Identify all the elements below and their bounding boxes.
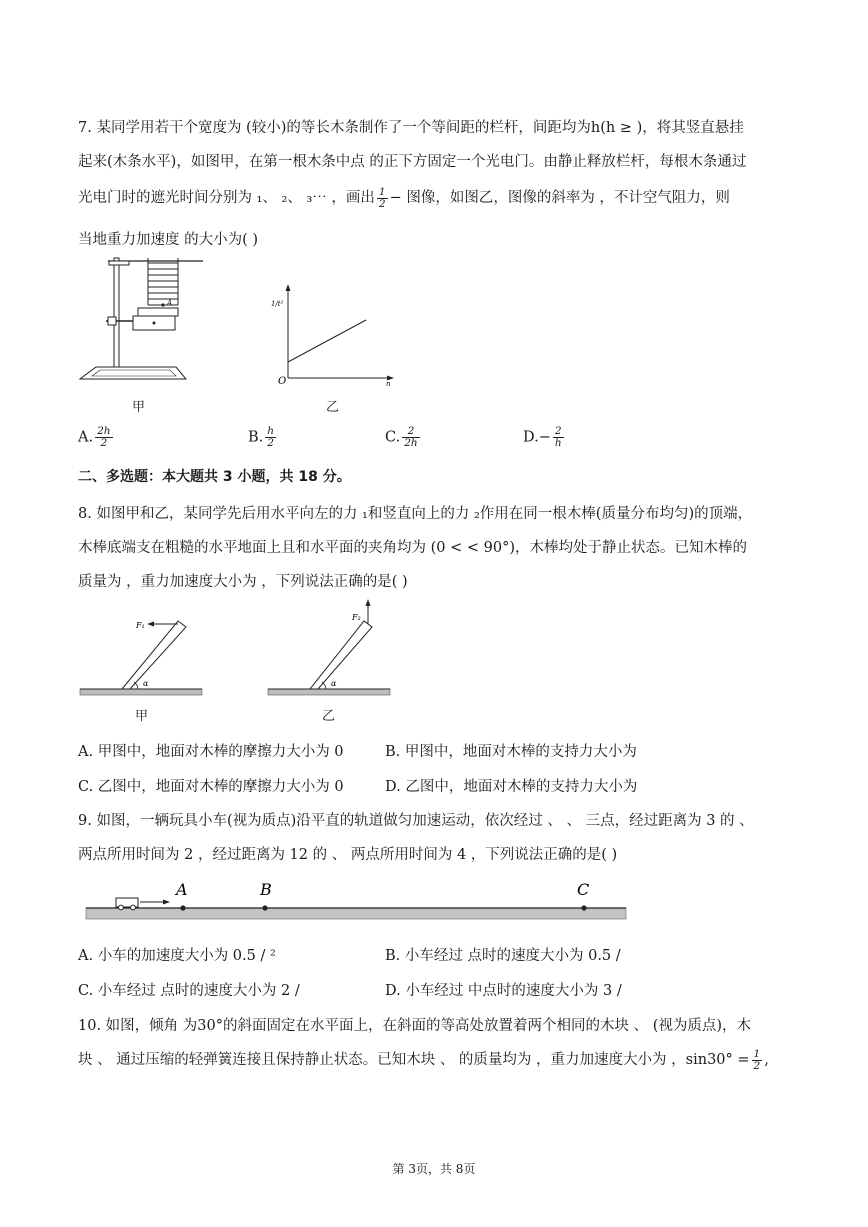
q10-line1: 10. 如图，倾角 为30°的斜面固定在水平面上，在斜面的等高处放置着两个相同的木块 、 (视为质点)，木 [78, 1018, 752, 1034]
origin-label: O [278, 376, 287, 387]
slat-midpoint-label: A [167, 299, 173, 307]
q8-figure-jia [80, 605, 210, 700]
q8-figure-yi [268, 596, 398, 700]
force2-arrowhead [366, 599, 371, 606]
arm-clamp [108, 317, 116, 325]
q7-line4: 当地重力加速度 的大小为( ) [78, 232, 259, 248]
q8-option-a: A. 甲图中，地面对木棒的摩擦力大小为 0 [78, 744, 344, 760]
q8-option-b: B. 甲图中，地面对木棒的支持力大小为 [385, 744, 637, 760]
q7-frac-den: 2 [378, 197, 386, 210]
q10-fraction [752, 1049, 763, 1072]
q7-option-c-num: 2 [402, 426, 419, 438]
section-2-heading: 二、多选题：本大题共 3 小题，共 18 分。 [78, 469, 351, 485]
q7-line2: 起来(木条水平)，如图甲，在第一根木条中点 的正下方固定一个光电门。由静止释放栏杆，每根木条通过 [78, 154, 747, 170]
q9-option-d: D. 小车经过 中点时的速度大小为 3 / [385, 983, 622, 999]
ground-hatch [80, 689, 202, 695]
q10-line2 [78, 1048, 769, 1072]
track-hatch [86, 908, 626, 919]
point-c-label: C [577, 880, 590, 899]
q9-line1: 9. 如图，一辆玩具小车(视为质点)沿平直的轨道做匀加速运动，依次经过 、 、 三点，经过距离为 3 的 、 [78, 813, 754, 829]
stand-top-clamp [109, 261, 129, 265]
q10-line2-part-b: , [764, 1052, 769, 1068]
q7-option-a [78, 426, 115, 449]
q7-option-a-frac [95, 426, 112, 449]
point-a-dot [180, 905, 185, 910]
q7-option-b-num: h [267, 425, 275, 437]
q9-option-b: B. 小车经过 点时的速度大小为 0.5 / [385, 948, 621, 964]
force2-label: F₂ [352, 613, 361, 622]
toy-car-wheel-front [131, 905, 136, 910]
q7-caption-jia: 甲 [132, 400, 146, 415]
force1-label: F₁ [136, 621, 145, 630]
q7-option-d-frac [553, 426, 564, 449]
y-axis-label: 1/t² [271, 300, 284, 308]
q7-frac-num: 1 [378, 185, 386, 198]
point-a-label: A [176, 880, 188, 899]
q7-option-d-den: h [554, 437, 562, 449]
slat-midpoint-dot [161, 303, 164, 306]
q8-caption-yi: 乙 [322, 709, 336, 724]
q7-option-a-den: 2 [100, 437, 108, 449]
q7-option-c-den: 2h [404, 437, 418, 449]
graph-line [288, 320, 366, 362]
q7-option-b [248, 426, 278, 449]
photogate-top [138, 308, 178, 316]
q7-option-c-frac [402, 426, 419, 449]
q7-line3-part-a: 光电门时的遮光时间分别为 ₁、 ₂、 ₃⋯ ，画出 [78, 190, 375, 206]
q7-line3-part-b: − 图像，如图乙，图像的斜率为 ，不计空气阻力，则 [389, 190, 730, 206]
q7-option-d-label: D. [523, 429, 539, 446]
ground-hatch [268, 689, 390, 695]
point-c-dot [581, 905, 586, 910]
q7-option-d-prefix: − [538, 429, 551, 446]
q8-line1: 8. 如图甲和乙，某同学先后用水平向左的力 ₁和竖直向上的力 ₂作用在同一根木棒(质量分布均匀)的顶端， [78, 506, 753, 522]
q7-figure-jia [78, 255, 208, 390]
angle-label: α [331, 679, 337, 688]
q7-line3 [78, 186, 730, 210]
q9-line2: 两点所用时间为 2 ，经过距离为 12 的 、 两点所用时间为 4 ，下列说法正确的是( ) [78, 847, 618, 863]
q7-option-a-label: A. [78, 429, 94, 446]
fence-slats [148, 258, 178, 305]
q7-caption-yi: 乙 [326, 400, 340, 415]
q9-option-c: C. 小车经过 点时的速度大小为 2 / [78, 983, 300, 999]
x-axis-label: n [386, 380, 391, 388]
point-b-dot [262, 905, 267, 910]
q8-option-c: C. 乙图中，地面对木棒的摩擦力大小为 0 [78, 779, 344, 795]
motion-arrowhead [163, 900, 170, 905]
q7-option-b-den: 2 [267, 437, 274, 449]
q7-option-d [523, 426, 566, 449]
stick [122, 621, 186, 689]
angle-label: α [143, 679, 149, 688]
q9-option-a: A. 小车的加速度大小为 0.5 / ² [78, 948, 276, 964]
point-b-label: B [260, 880, 272, 899]
q9-figure-track [86, 878, 631, 924]
q8-line2: 木棒底端支在粗糙的水平地面上且和水平面的夹角均为 (0 < < 90°)，木棒均处于静止状态。已知木棒的 [78, 540, 747, 556]
q8-option-d: D. 乙图中，地面对木棒的支持力大小为 [385, 779, 638, 795]
force1-arrowhead [147, 622, 154, 627]
photogate-dot [153, 322, 156, 325]
q7-option-c-label: C. [385, 429, 401, 446]
q7-figure-yi [268, 280, 398, 390]
q10-frac-num: 1 [753, 1047, 761, 1060]
q10-line2-part-a: 块 、 通过压缩的轻弹簧连接且保持静止状态。已知木块 、 的质量均为 ，重力加速度大小为 ，sin30° = [78, 1052, 750, 1068]
q10-frac-den: 2 [753, 1059, 761, 1072]
q8-caption-jia: 甲 [135, 709, 149, 724]
page-footer: 第 3页，共 8页 [392, 1162, 476, 1176]
q7-option-a-num: 2h [97, 425, 111, 437]
y-axis-arrow [286, 284, 291, 291]
q7-line1: 7. 某同学用若干个宽度为 (较小)的等长木条制作了一个等间距的栏杆，间距均为h(h ≥ )，将其竖直悬挂 [78, 120, 744, 136]
q7-option-c [385, 426, 422, 449]
stand-pole [114, 258, 119, 370]
q7-option-b-frac [265, 426, 276, 449]
q7-option-b-label: B. [248, 429, 264, 446]
stick [310, 621, 372, 689]
q8-line3: 质量为 ，重力加速度大小为 ，下列说法正确的是( ) [78, 574, 408, 590]
q7-option-d-num: 2 [553, 426, 564, 438]
toy-car-wheel-rear [119, 905, 124, 910]
q7-fraction [377, 187, 388, 210]
